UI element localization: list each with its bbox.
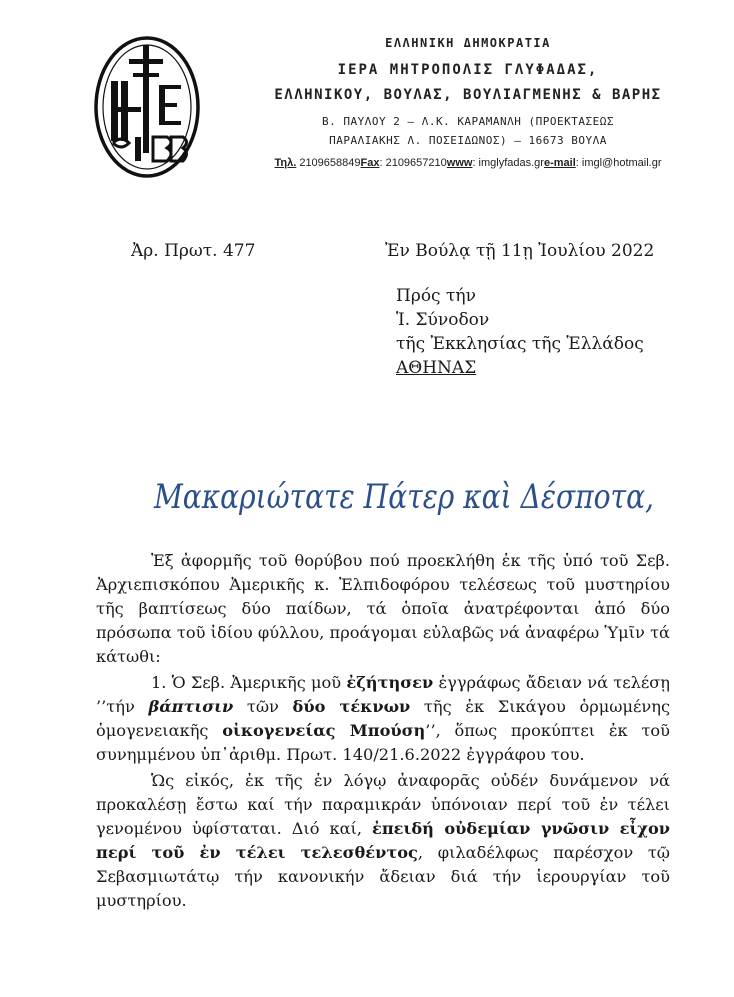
handwritten-salutation [150, 460, 710, 530]
p2-text-c: ἐγγράφως ἄδειαν νά τελέσῃ ’’τήν [96, 673, 671, 716]
email-value: : imgl@hotmail.gr [575, 157, 662, 169]
p3-bold-no-knowledge: ἐπειδή οὐδεμίαν γνῶσιν εἶχον περί τοῦ ἐν τέλει τελεσθέντος [96, 819, 670, 862]
p2-text-e: τῶν [233, 697, 293, 716]
ecclesiastical-seal-icon [93, 35, 201, 179]
letterhead-areas: ΕΛΛΗΝΙΚΟΥ, ΒΟΥΛΑΣ, ΒΟΥΛΙΑΓΜΕΝΗΣ & ΒΑΡΗΣ [274, 87, 662, 103]
p2-text-a: 1. Ὁ Σεβ. Ἀμερικῆς μοῦ [151, 673, 347, 692]
tel-value: 2109658849 [296, 157, 361, 169]
letterhead [218, 36, 718, 169]
p2-text-g: τῆς ἐκ Σικάγου ὁρμωμένης ὁμογενειακῆς [96, 697, 671, 740]
letter-body [96, 549, 670, 913]
email-label: e-mail [543, 157, 576, 169]
recipient-block [396, 284, 644, 380]
www-value: : imglyfadas.gr [472, 157, 544, 169]
letterhead-metropolis: ΙΕΡΑ ΜΗΤΡΟΠΟΛΙΣ ΓΛΥΦΑΔΑΣ, [337, 62, 599, 78]
letterhead-contact [218, 157, 718, 169]
recipient-line-1: Πρός τήν [396, 286, 476, 306]
letter-date: Ἐν Βούλᾳ τῇ 11ῃ Ἰουλίου 2022 [385, 241, 655, 261]
p3-text-c: , φιλαδέλφως παρέσχον τῷ Σεβασμιωτάτῳ τήν κανονικήν ἄδειαν διά τήν ἱερουργίαν τοῦ μυστηρίου. [96, 843, 670, 910]
p2-text-i: ’’, ὅπως προκύπτει ἐκ τοῦ συνημμένου ὑπ᾽ἀριθμ. Πρωτ. 140/21.6.2022 ἐγγράφου του. [96, 721, 670, 764]
p3-text-a: Ὡς εἰκός, ἐκ τῆς ἐν λόγῳ ἀναφορᾶς οὐδέν δυνάμενον νά προκαλέσῃ ἔστω καί τήν παραμικράν ὑπόνοιαν περί τοῦ ἐν τέλει γενομένου ὑφίσταται. Διό καί, [96, 771, 670, 838]
protocol-number: Ἀρ. Πρωτ. 477 [131, 241, 256, 261]
body-paragraph-3 [96, 769, 670, 913]
p2-bold-two-children: δύο τέκνων [292, 697, 411, 716]
body-paragraph-1: Ἐξ ἀφορμῆς τοῦ θορύβου πού προεκλήθη ἐκ τῆς ὑπό τοῦ Σεβ. Ἀρχιεπισκόπου Ἀμερικῆς κ. Ἐλπιδοφόρου τελέσεως τοῦ μυστηρίου τῆς βαπτίσεως δύο παίδων, τά ὁποῖα ἀνατρέφονται ἀπό δύο πρόσωπα τοῦ ἰδίου φύλλου, προάγομαι εὐλαβῶς νά ἀναφέρω Ὑμῖν τά κάτωθι: [96, 551, 670, 666]
recipient-line-3: τῆς Ἐκκλησίας τῆς Ἑλλάδος [396, 334, 644, 354]
recipient-city: ΑΘΗΝΑΣ [396, 358, 477, 378]
fax-label: Fax [360, 157, 380, 169]
body-paragraph-2 [96, 671, 670, 767]
letterhead-address-2: ΠΑΡΑΛΙΑΚΗΣ Λ. ΠΟΣΕΙΔΩΝΟΣ) – 16673 ΒΟΥΛΑ [329, 134, 607, 147]
tel-label: Τηλ. [274, 157, 297, 169]
fax-value: : 2109657210 [379, 157, 447, 169]
p2-bold-family: οἰκογενείας Μπούση [222, 721, 426, 740]
www-label: www [446, 157, 473, 169]
letterhead-address-1: Β. ΠΑΥΛΟΥ 2 – Λ.Κ. ΚΑΡΑΜΑΝΛΗ (ΠΡΟΕΚΤΑΣΕΩΣ [321, 115, 615, 128]
letterhead-state: ΕΛΛΗΝΙΚΗ ΔΗΜΟΚΡΑΤΙΑ [385, 36, 551, 50]
p2-bold-baptism: βάπτισιν [148, 697, 234, 716]
recipient-line-2: Ἱ. Σύνοδον [396, 310, 490, 330]
p2-bold-requested: ἐζήτησεν [346, 673, 434, 692]
salutation-text: Μακαριώτατε Πάτερ καὶ Δέσποτα, [153, 477, 654, 517]
